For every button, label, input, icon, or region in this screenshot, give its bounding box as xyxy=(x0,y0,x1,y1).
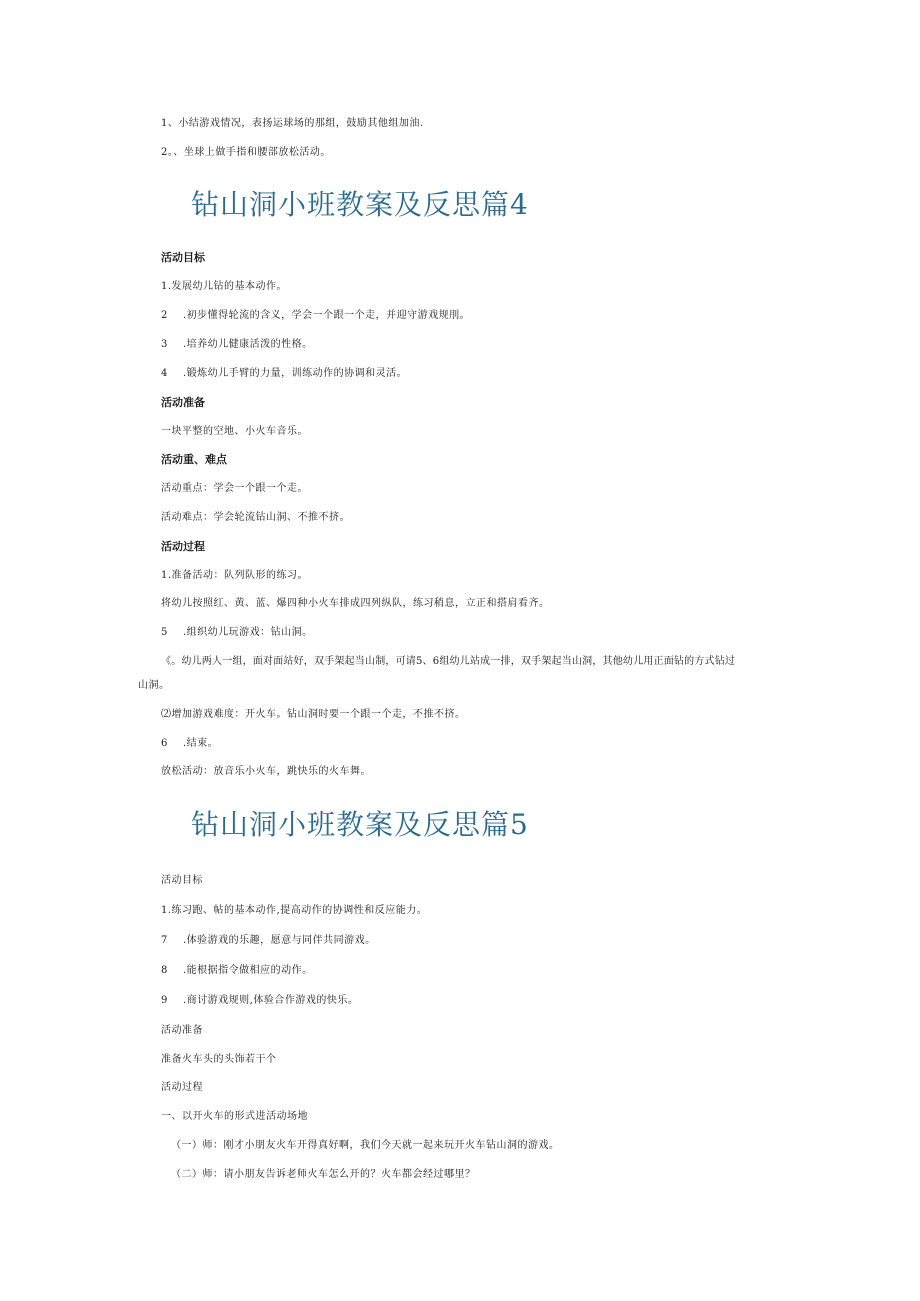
section-4-step-5-b: ⑵增加游戏难度：开火车。钻山洞时要一个跟一个走，不推不挤。 xyxy=(161,709,466,720)
section-5-title: 钻山洞小班教案及反思篇5 xyxy=(191,808,529,841)
section-4-step-5-number: 5 xyxy=(161,627,168,638)
section-5-goal-7-text: .体验游戏的乐趣，愿意与同伴共同游戏。 xyxy=(183,935,376,946)
section-5-goal-7-number: 7 xyxy=(161,935,168,946)
section-4-key-heading: 活动重、难点 xyxy=(161,453,227,466)
intro-line-2: 2。、坐球上做手指和腰部放松活动。 xyxy=(161,147,331,158)
section-4-goals-heading: 活动目标 xyxy=(161,251,205,264)
section-4-step-5-text: .组织幼儿玩游戏：钻山洞。 xyxy=(183,627,313,638)
section-5-goal-9-text: .商讨游戏规则,体验合作游戏的快乐。 xyxy=(183,995,359,1006)
section-5-goals-heading: 活动目标 xyxy=(161,875,203,886)
section-5-goal-8 xyxy=(161,964,313,978)
section-4-goal-4 xyxy=(161,367,407,381)
section-4-process-heading: 活动过程 xyxy=(161,540,205,553)
section-4-key-point: 活动重点：学会一个跟一个走。 xyxy=(161,483,308,494)
section-4-goal-1: 1.发展幼儿钻的基本动作。 xyxy=(161,281,288,292)
section-5-prep-text: 准备火车头的头饰若干个 xyxy=(161,1054,277,1065)
section-4-prep-heading: 活动准备 xyxy=(161,396,205,409)
section-5-prep-heading: 活动准备 xyxy=(161,1025,203,1036)
section-4-difficulty: 活动难点：学会轮流钻山洞、不推不挤。 xyxy=(161,512,350,523)
section-4-step-5 xyxy=(161,626,313,640)
section-5-process-heading: 活动过程 xyxy=(161,1082,203,1093)
intro-line-1: 1、小结游戏情况，表扬运球场的那组，鼓励其他组加油. xyxy=(161,118,424,129)
section-4-goal-4-text: .锻炼幼儿手臂的力量，训练动作的协调和灵活。 xyxy=(183,368,408,379)
section-4-step-1-detail: 将幼儿按照红、黄、蓝、爆四种小火车排成四列纵队，练习稍息，立正和搭肩看齐。 xyxy=(161,598,550,609)
section-4-goal-2-text: .初步懂得轮流的含义，学会一个跟一个走，并迎守游戏规刖。 xyxy=(183,310,471,321)
section-4-goal-2-number: 2 xyxy=(161,310,168,321)
section-4-step-6-text: .结束。 xyxy=(183,738,219,749)
section-4-goal-3-number: 3 xyxy=(161,339,168,350)
section-4-goal-3-text: .培养幼儿健康活泼的性格。 xyxy=(183,339,313,350)
section-4-step-5-a-continued: 山洞。 xyxy=(138,680,170,691)
section-4-goal-4-number: 4 xyxy=(161,368,168,379)
section-5-part-1-a: （一）师：刚才小朋友火车开得真好啊，我们今天就一起来玩开火车钻山洞的游戏。 xyxy=(171,1140,560,1151)
section-4-step-6 xyxy=(161,737,218,751)
section-5-goal-9-number: 9 xyxy=(161,995,168,1006)
section-4-title: 钻山洞小班教案及反思篇4 xyxy=(191,188,529,221)
section-4-step-5-a: 《。幼儿两人一组，面对面站好，双手架起当山制，可请5、6组幼儿站成一排，双手架起当山洞，其他幼儿用正面钻的方式钻过 xyxy=(161,656,736,667)
section-4-goal-3 xyxy=(161,338,313,352)
section-4-goal-2 xyxy=(161,309,470,323)
section-5-goal-8-number: 8 xyxy=(161,965,168,976)
section-4-prep-text: 一块平整的空地、小火车音乐。 xyxy=(161,426,308,437)
section-5-goal-8-text: .能根据指令做相应的动作。 xyxy=(183,965,313,976)
section-5-goal-9 xyxy=(161,994,358,1008)
section-4-step-1: 1.准备活动：队列队形的练习。 xyxy=(161,570,309,581)
section-4-relax: 放松活动：放音乐小火车，跳快乐的火车舞。 xyxy=(161,766,371,777)
section-5-part-1: 一、以开火车的形式进活动场地 xyxy=(161,1111,308,1122)
section-4-step-6-number: 6 xyxy=(161,738,168,749)
section-5-goal-7 xyxy=(161,934,376,948)
section-5-part-1-b: （二）师：请小朋友告诉老师火车怎么开的？火车都会经过哪里？ xyxy=(171,1169,476,1180)
section-5-goal-1: 1.练习跑、帖的基本动作,提高动作的协调性和反应能力。 xyxy=(161,905,428,916)
